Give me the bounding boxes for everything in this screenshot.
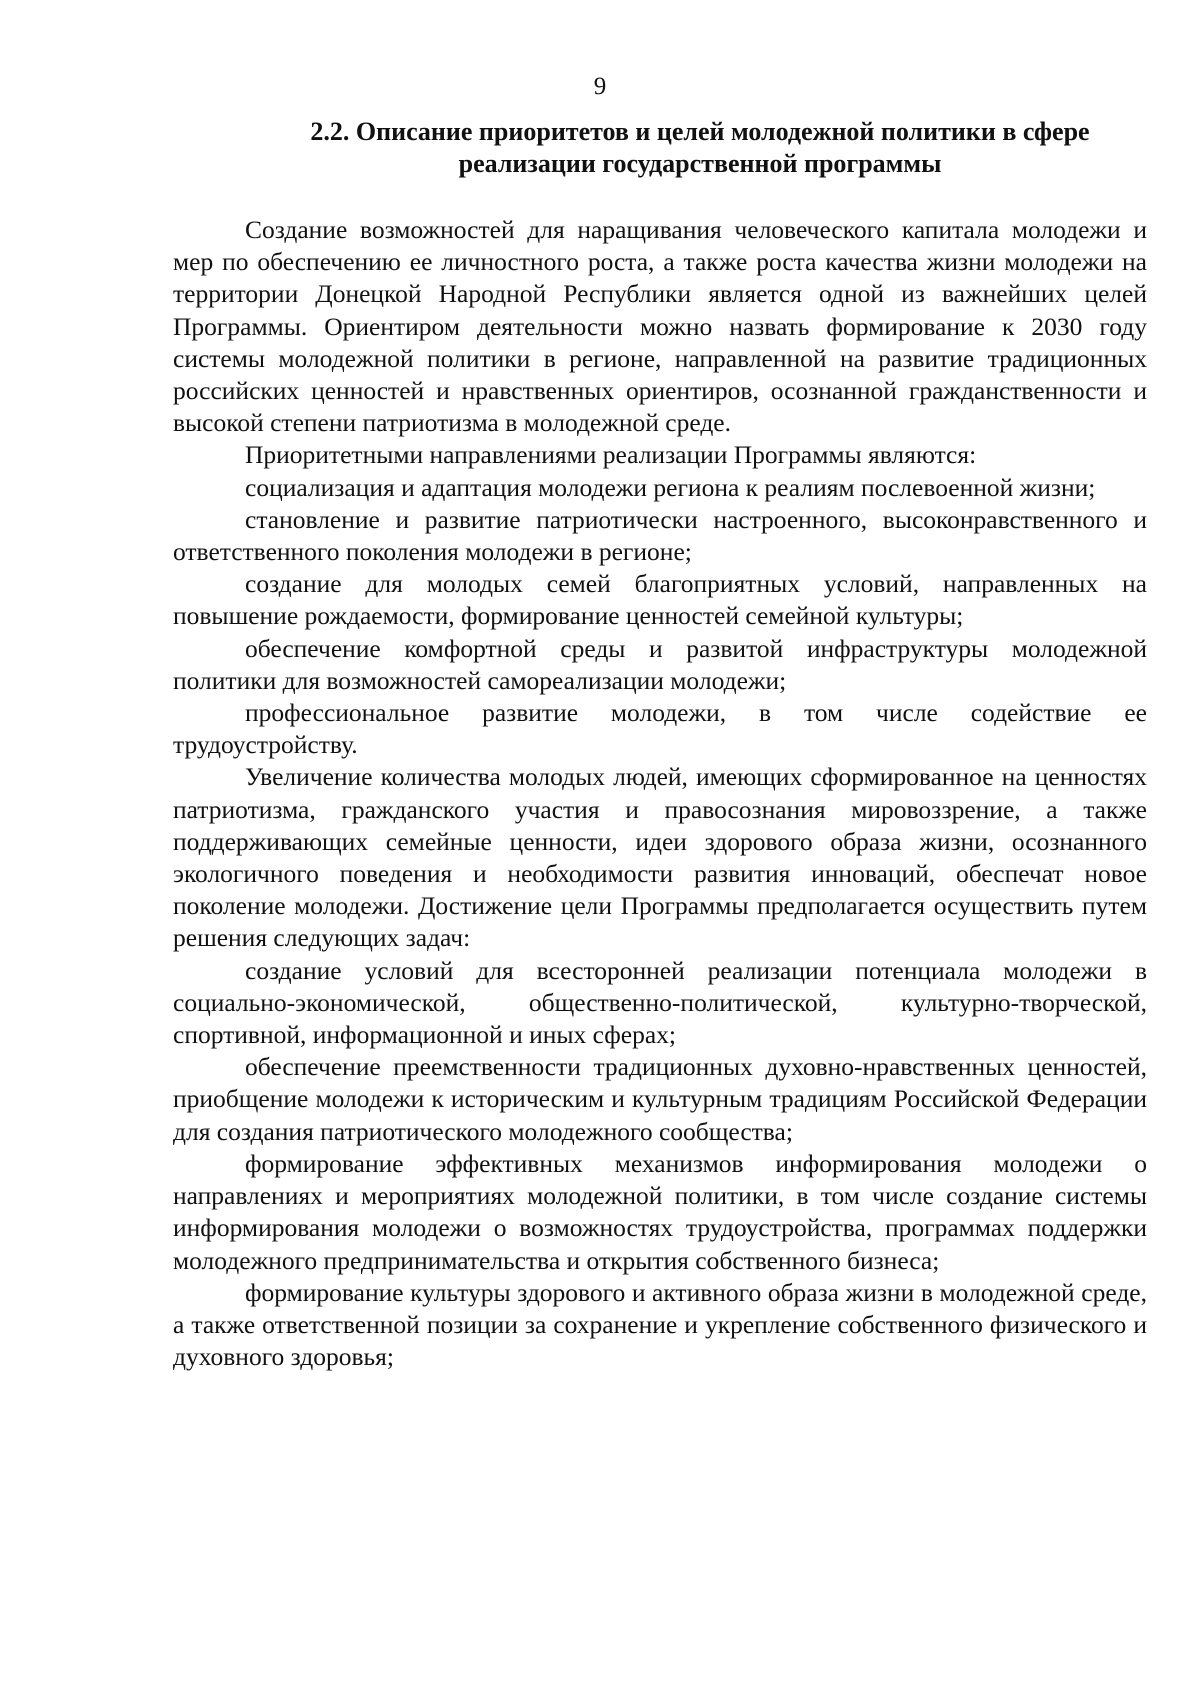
list-item-priority-patriotic-generation: становление и развитие патриотически настроенного, высоконравственного и ответственного поколения молодежи в регионе;	[173, 504, 1147, 567]
section-heading-line-1: 2.2. Описание приоритетов и целей молодежной политики в сфере	[310, 117, 1090, 146]
paragraph-priorities-intro: Приоритетными направлениями реализации Программы являются:	[245, 440, 977, 470]
list-item-task-conditions: создание условий для всесторонней реализации потенциала молодежи в социально-экономической, общественно-политической, культурно-творческой, спортивной, информационной и иных сферах;	[173, 955, 1147, 1050]
list-item-task-informing: формирование эффективных механизмов информирования молодежи о направлениях и мероприятиях молодежной политики, в том числе создание системы информирования молодежи о возможностях трудоустройства, программах поддержки молодежного предпринимательства и открытия собственного бизнеса;	[173, 1148, 1147, 1275]
list-item-task-traditions: обеспечение преемственности традиционных духовно-нравственных ценностей, приобщение молодежи к историческим и культурным традициям Российской Федерации для создания патриотического молодежного сообщества;	[173, 1052, 1147, 1146]
list-item-priority-socialization: социализация и адаптация молодежи региона к реалиям послевоенной жизни;	[245, 472, 1096, 502]
paragraph-goal: Создание возможностей для наращивания человеческого капитала молодежи и мер по обеспечению ее личностного роста, а также роста качества жизни молодежи на территории Донецкой Народной Республики является одной из важнейших целей Программы. Ориентиром деятельности можно назвать формирование к 2030 году системы молодежной политики в регионе, направленной на развитие традиционных российских ценностей и нравственных ориентиров, осознанной гражданственности и высокой степени патриотизма в молодежной среде.	[173, 215, 1147, 438]
page-number: 9	[593, 73, 607, 100]
section-heading-line-2: реализации государственной программы	[458, 149, 942, 178]
paragraph-tasks-intro: Увеличение количества молодых людей, имеющих сформированное на ценностях патриотизма, гражданского участия и правосознания мировоззрение, а также поддерживающих семейные ценности, идеи здорового образа жизни, осознанного экологичного поведения и необходимости развития инноваций, обеспечат новое поколение молодежи. Достижение цели Программы предполагается осуществить путем решения следующих задач:	[173, 762, 1147, 953]
list-item-priority-infrastructure: обеспечение комфортной среды и развитой инфраструктуры молодежной политики для возможностей самореализации молодежи;	[173, 633, 1147, 695]
body-text	[173, 214, 1147, 1373]
list-item-task-healthy-lifestyle: формирование культуры здорового и активного образа жизни в молодежной среде, а также ответственной позиции за сохранение и укрепление собственного физического и духовного здоровья;	[173, 1277, 1147, 1372]
section-heading	[250, 116, 1150, 180]
list-item-priority-professional-development: профессиональное развитие молодежи, в том числе содействие ее трудоустройству.	[173, 698, 1147, 760]
list-item-priority-young-families: создание для молодых семей благоприятных условий, направленных на повышение рождаемости, формирование ценностей семейной культуры;	[173, 569, 1147, 631]
